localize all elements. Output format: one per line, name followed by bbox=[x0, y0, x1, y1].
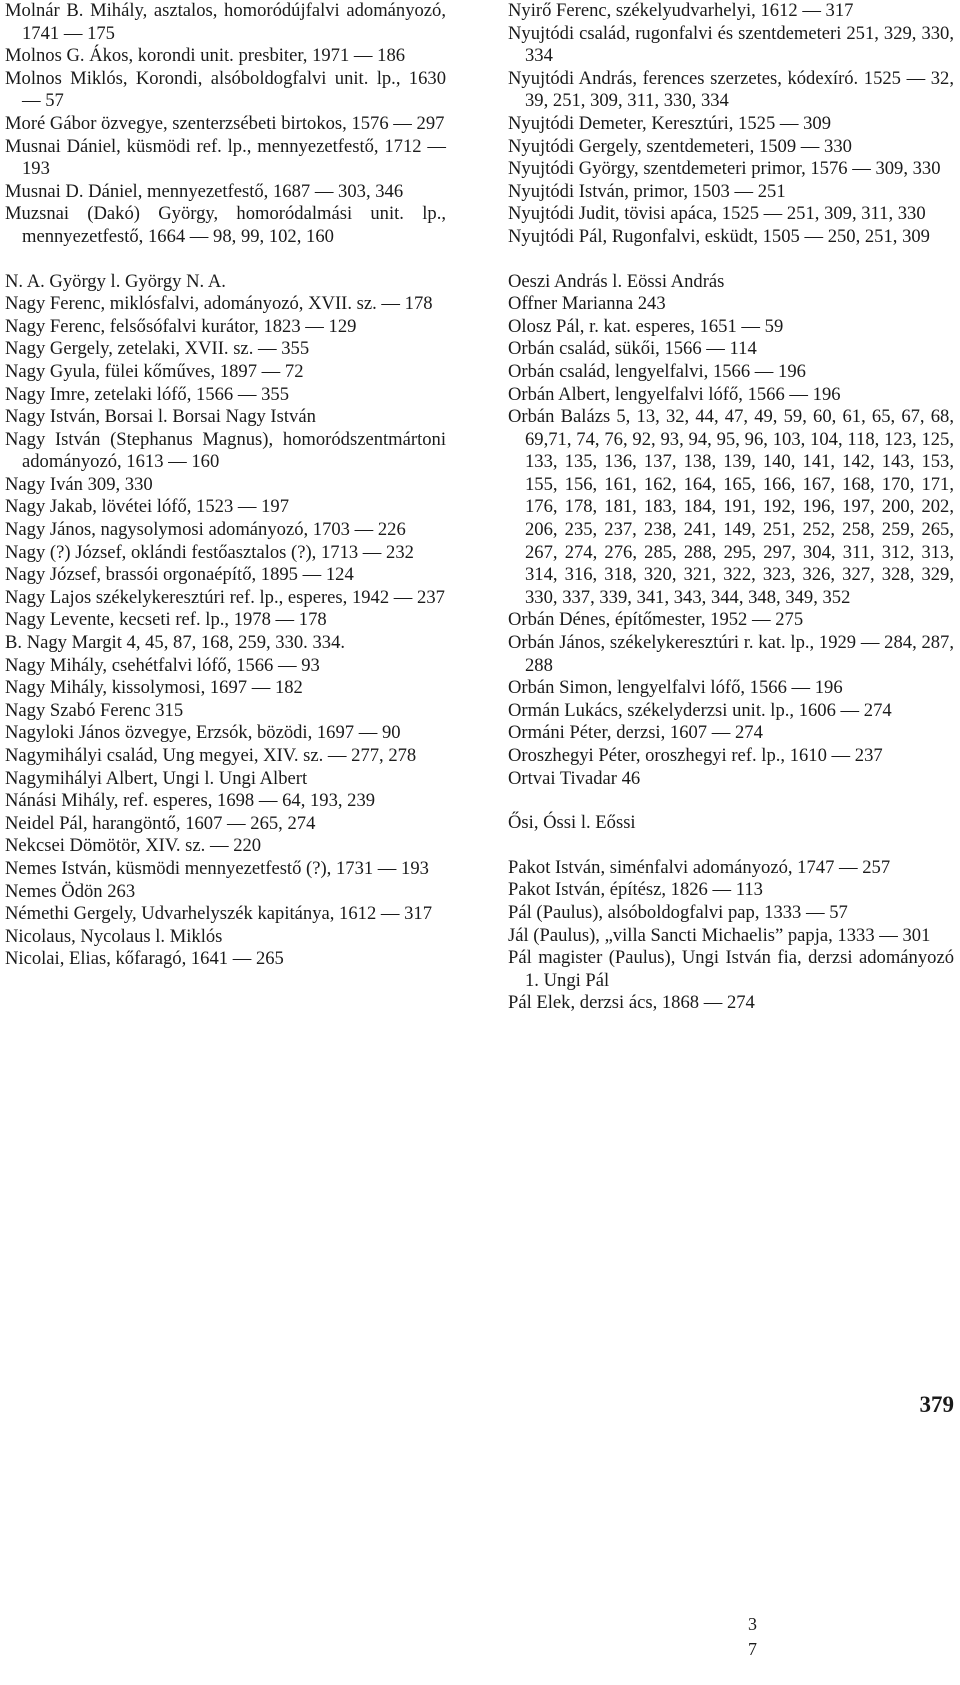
index-entry: Pakot István, építész, 1826 — 113 bbox=[508, 879, 763, 901]
index-entry: Nagy Imre, zetelaki lófő, 1566 — 355 bbox=[5, 383, 289, 405]
index-entry: Moré Gábor özvegye, szenterzsébeti birtokos, 1576 — 297 bbox=[5, 112, 445, 134]
index-entry: Nicolai, Elias, kőfaragó, 1641 — 265 bbox=[5, 948, 284, 970]
footer-digit: 3 bbox=[748, 1614, 757, 1634]
index-entry: Nekcsei Dömötör, XIV. sz. — 220 bbox=[5, 835, 262, 857]
index-entry: Musnai D. Dániel, mennyezetfestő, 1687 — 303, 346 bbox=[5, 180, 404, 202]
index-entry: Nyujtódi Demeter, Keresztúri, 1525 — 309 bbox=[508, 112, 832, 134]
index-entry: Pál (Paulus), alsóboldogfalvi pap, 1333 — 57 bbox=[508, 901, 848, 923]
index-entry: Offner Marianna 243 bbox=[508, 293, 666, 315]
index-column-left bbox=[5, 0, 446, 971]
index-entry: Orbán család, sükői, 1566 — 114 bbox=[508, 338, 757, 360]
index-entry: Pál magister (Paulus), Ungi István fia, derzsi adományozó 1. Ungi Pál bbox=[508, 947, 954, 991]
index-entry: Nemes István, küsmödi mennyezetfestő (?), 1731 — 193 bbox=[5, 857, 429, 879]
index-entry: Nyujtódi Gergely, szentdemeteri, 1509 — 330 bbox=[508, 135, 852, 157]
index-entry: Nyujtódi Judit, tövisi apáca, 1525 — 251, 309, 311, 330 bbox=[508, 203, 926, 225]
index-entry: Nagy Iván 309, 330 bbox=[5, 473, 153, 495]
index-entry: B. Nagy Margit 4, 45, 87, 168, 259, 330. 334. bbox=[5, 632, 346, 654]
index-entry: Orbán János, székelykeresztúri r. kat. lp., 1929 — 284, 287, 288 bbox=[508, 632, 954, 676]
index-entry: Nagy Mihály, csehétfalvi lófő, 1566 — 93 bbox=[5, 654, 320, 676]
index-entry: Molnos G. Ákos, korondi unit. presbiter, 1971 — 186 bbox=[5, 45, 406, 67]
index-entry: Neidel Pál, harangöntő, 1607 — 265, 274 bbox=[5, 812, 316, 834]
index-entry: Musnai Dániel, küsmödi ref. lp., mennyezetfestő, 1712 — 193 bbox=[5, 135, 446, 180]
index-entry: Nagy Ferenc, felsősófalvi kurátor, 1823 — 129 bbox=[5, 315, 357, 337]
footer-digit: 7 bbox=[748, 1639, 757, 1659]
page-number: 379 bbox=[919, 1392, 954, 1417]
index-entry: Nicolaus, Nycolaus l. Miklós bbox=[5, 925, 223, 947]
index-entry: Ormán Lukács, székelyderzsi unit. lp., 1606 — 274 bbox=[508, 699, 892, 721]
index-entry: Pál Elek, derzsi ács, 1868 — 274 bbox=[508, 992, 755, 1014]
index-entry: Orbán család, lengyelfalvi, 1566 — 196 bbox=[508, 360, 806, 382]
entry-gap bbox=[508, 835, 954, 857]
index-entry: Nagy Levente, kecseti ref. lp., 1978 — 178 bbox=[5, 609, 327, 631]
index-entry: Ortvai Tivadar 46 bbox=[508, 767, 641, 789]
index-entry: Orbán Simon, lengyelfalvi lófő, 1566 — 196 bbox=[508, 677, 843, 699]
index-entry: Nyujtódi Pál, Rugonfalvi, esküdt, 1505 — 250, 251, 309 bbox=[508, 225, 930, 247]
index-entry: Nagy Lajos székelykeresztúri ref. lp., esperes, 1942 — 237 bbox=[5, 586, 445, 608]
index-column-right bbox=[508, 0, 954, 1015]
footer-digits bbox=[748, 1612, 757, 1662]
index-entry: Nemes Ödön 263 bbox=[5, 880, 136, 902]
index-entry: Orbán Dénes, építőmester, 1952 — 275 bbox=[508, 609, 804, 631]
index-entry: Nyujtódi András, ferences szerzetes, kódexíró. 1525 — 32, 39, 251, 309, 311, 330, 334 bbox=[508, 67, 954, 112]
index-entry: Nagy Jakab, lövétei lófő, 1523 — 197 bbox=[5, 496, 290, 518]
index-entry: Nagymihályi család, Ung megyei, XIV. sz. — 277, 278 bbox=[5, 745, 417, 766]
entry-gap bbox=[508, 790, 954, 812]
index-entry: Nagy Mihály, kissolymosi, 1697 — 182 bbox=[5, 677, 303, 699]
index-entry: Nagy (?) József, oklándi festőasztalos (?), 1713 — 232 bbox=[5, 541, 414, 563]
index-entry: Nagyloki János özvegye, Erzsók, bözödi, 1697 — 90 bbox=[5, 722, 401, 744]
index-entry: Nagy Szabó Ferenc 315 bbox=[5, 699, 184, 721]
entry-gap bbox=[5, 249, 446, 271]
index-entry: Oroszhegyi Péter, oroszhegyi ref. lp., 1610 — 237 bbox=[508, 745, 883, 766]
index-entry: Nagy Gyula, fülei kőműves, 1897 — 72 bbox=[5, 360, 304, 382]
index-entry: Nagy Ferenc, miklósfalvi, adományozó, XVII. sz. — 178 bbox=[5, 293, 433, 315]
index-entry: Nyirő Ferenc, székelyudvarhelyi, 1612 — 317 bbox=[508, 0, 854, 21]
index-entry: Orbán Balázs 5, 13, 32, 44, 47, 49, 59, 60, 61, 65, 67, 68, 69,71, 74, 76, 92, 93, 94, 95, 96, 103, 104, 118, 123, 125, 133, 135, 136, 137, 138, 139, 140, 141, 142, 143, 153, 155, 156, 161, 162, 164, 165, 166, 167, 168, 170, 171, 176, 178, 181, 183, 184, 191, 192, 196, 197, 200, 202, 206, 235, 237, 238, 241, 149, 251, 252, 258, 259, 265, 267, 274, 276, 285, 288, 295, 297, 304, 311, 312, 313, 314, 316, 318, 320, 321, 322, 323, 326, 327, 328, 329, 330, 337, 339, 341, 343, 344, 348, 349, 352 bbox=[508, 406, 954, 608]
index-entry: Jál (Paulus), „villa Sancti Michaelis” papja, 1333 — 301 bbox=[508, 924, 931, 946]
index-entry: Muzsnai (Dakó) György, homoródalmási unit. lp., mennyezetfestő, 1664 — 98, 99, 102, 160 bbox=[5, 203, 446, 247]
index-entry: Nagy Gergely, zetelaki, XVII. sz. — 355 bbox=[5, 338, 310, 360]
index-entry: Nagy István (Stephanus Magnus), homoródszentmártoni adományozó, 1613 — 160 bbox=[5, 428, 446, 473]
index-entry: Molnos Miklós, Korondi, alsóboldogfalvi unit. lp., 1630 — 57 bbox=[5, 67, 446, 112]
index-entry: Molnár B. Mihály, asztalos, homoródújfalvi adományozó, 1741 — 175 bbox=[5, 0, 446, 44]
index-entry: Orbán Albert, lengyelfalvi lófő, 1566 — 196 bbox=[508, 383, 841, 405]
index-entry: Nagy József, brassói orgonaépítő, 1895 — 124 bbox=[5, 564, 354, 586]
index-entry: Nagy István, Borsai l. Borsai Nagy István bbox=[5, 406, 316, 428]
index-entry: N. A. György l. György N. A. bbox=[5, 270, 226, 292]
entry-gap bbox=[508, 249, 954, 271]
index-entry: Pakot István, siménfalvi adományozó, 1747 — 257 bbox=[508, 856, 891, 878]
index-entry: Ormáni Péter, derzsi, 1607 — 274 bbox=[508, 722, 763, 744]
index-entry: Nyujtódi család, rugonfalvi és szentdemeteri 251, 329, 330, 334 bbox=[508, 22, 954, 67]
index-entry: Nyujtódi István, primor, 1503 — 251 bbox=[508, 180, 786, 202]
index-entry: Ősi, Óssi l. Eőssi bbox=[508, 812, 636, 834]
index-entry: Nagymihályi Albert, Ungi l. Ungi Albert bbox=[5, 767, 308, 789]
index-entry: Olosz Pál, r. kat. esperes, 1651 — 59 bbox=[508, 315, 784, 337]
index-entry: Némethi Gergely, Udvarhelyszék kapitánya, 1612 — 317 bbox=[5, 903, 433, 925]
index-entry: Nagy János, nagysolymosi adományozó, 1703 — 226 bbox=[5, 519, 406, 541]
index-entry: Nyujtódi György, szentdemeteri primor, 1576 — 309, 330 bbox=[508, 158, 941, 180]
index-entry: Oeszi András l. Eössi András bbox=[508, 270, 725, 292]
index-entry: Nánási Mihály, ref. esperes, 1698 — 64, 193, 239 bbox=[5, 790, 376, 812]
